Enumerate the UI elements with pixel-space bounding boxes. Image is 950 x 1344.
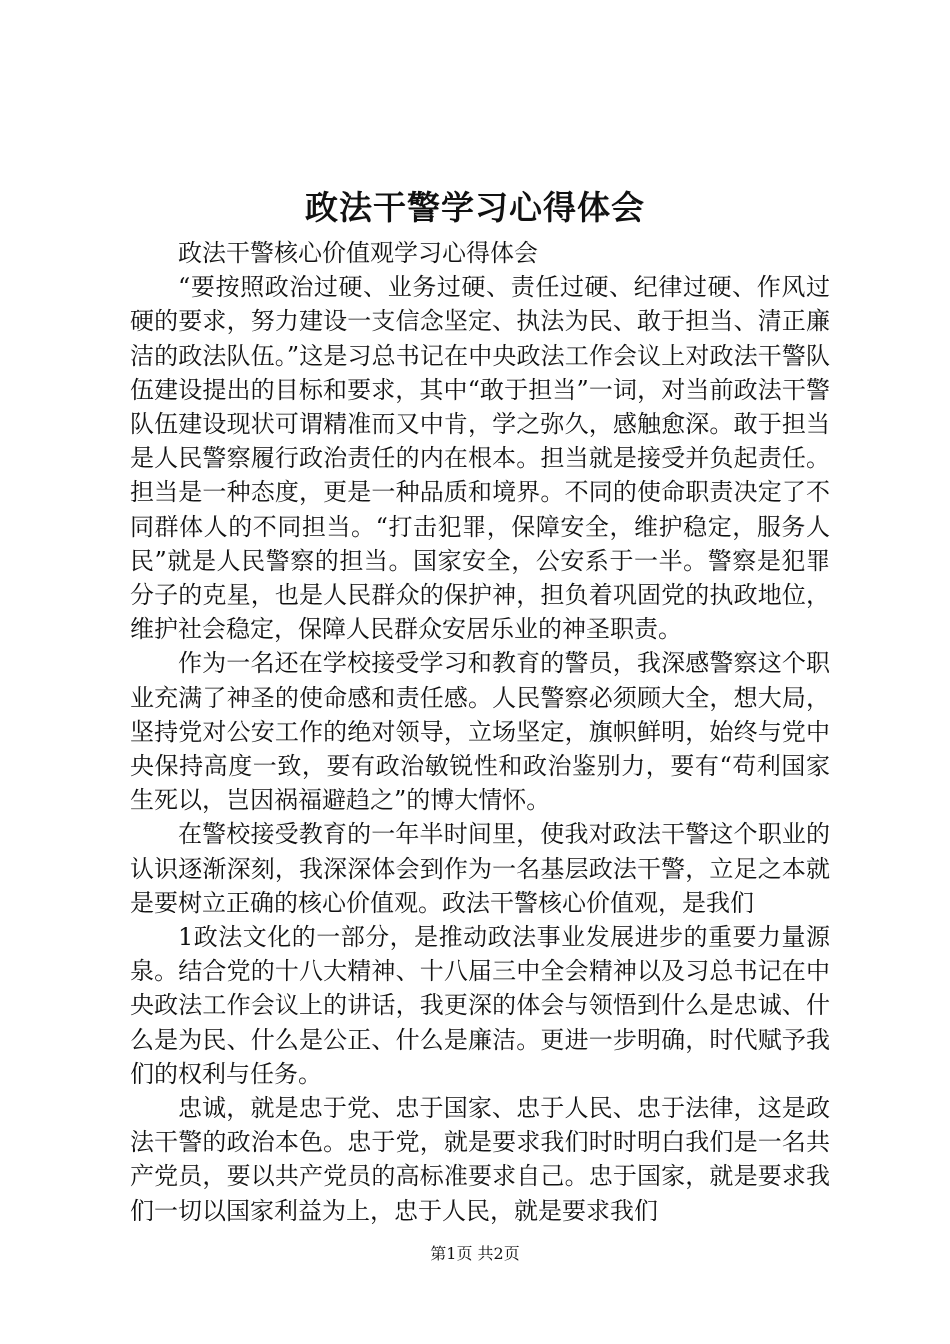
- paragraph: “要按照政治过硬、业务过硬、责任过硬、纪律过硬、作风过硬的要求，努力建设一支信念坚定、执法为民、敢于担当、清正廉洁的政法队伍。”这是习总书记在中央政法工作会议上对政法干警队伍建设提出的目标和要求，其中“敢于担当”一词，对当前政法干警队伍建设现状可谓精准而又中肯，学之弥久，感触愈深。敢于担当是人民警察履行政治责任的内在根本。担当就是接受并负起责任。担当是一种态度，更是一种品质和境界。不同的使命职责决定了不同群体人的不同担当。“打击犯罪，保障安全，维护稳定，服务人民”就是人民警察的担当。国家安全，公安系于一半。警察是犯罪分子的克星，也是人民群众的保护神，担负着巩固党的执政地位，维护社会稳定，保障人民群众安居乐业的神圣职责。: [130, 273, 830, 644]
- document-title: 政法干警学习心得体会: [305, 188, 645, 227]
- paragraph: 作为一名还在学校接受学习和教育的警员，我深感警察这个职业充满了神圣的使命感和责任感。人民警察必须顾大全，想大局，坚持党对公安工作的绝对领导，立场坚定，旗帜鲜明，始终与党中央保持高度一致，要有政治敏锐性和政治鉴别力，要有“苟利国家生死以，岂因祸福避趋之”的博大情怀。: [130, 649, 830, 815]
- paragraph: 忠诚，就是忠于党、忠于国家、忠于人民、忠于法律，这是政法干警的政治本色。忠于党，就是要求我们时时明白我们是一名共产党员，要以共产党员的高标准要求自己。忠于国家，就是要求我们一切以国家利益为上，忠于人民，就是要求我们: [130, 1094, 830, 1225]
- paragraph: 在警校接受教育的一年半时间里，使我对政法干警这个职业的认识逐渐深刻，我深深体会到作为一名基层政法干警，立足之本就是要树立正确的核心价值观。政法干警核心价值观，是我们: [130, 820, 830, 917]
- paragraph-subtitle: 政法干警核心价值观学习心得体会: [178, 239, 538, 267]
- paragraph: 1政法文化的一部分，是推动政法事业发展进步的重要力量源泉。结合党的十八大精神、十八届三中全会精神以及习总书记在中央政法工作会议上的讲话，我更深的体会与领悟到什么是忠诚、什么是为民、什么是公正、什么是廉洁。更进一步明确，时代赋予我们的权利与任务。: [130, 923, 830, 1088]
- document-body: [130, 236, 830, 1228]
- page-number-footer: 第1页 共2页: [430, 1244, 520, 1263]
